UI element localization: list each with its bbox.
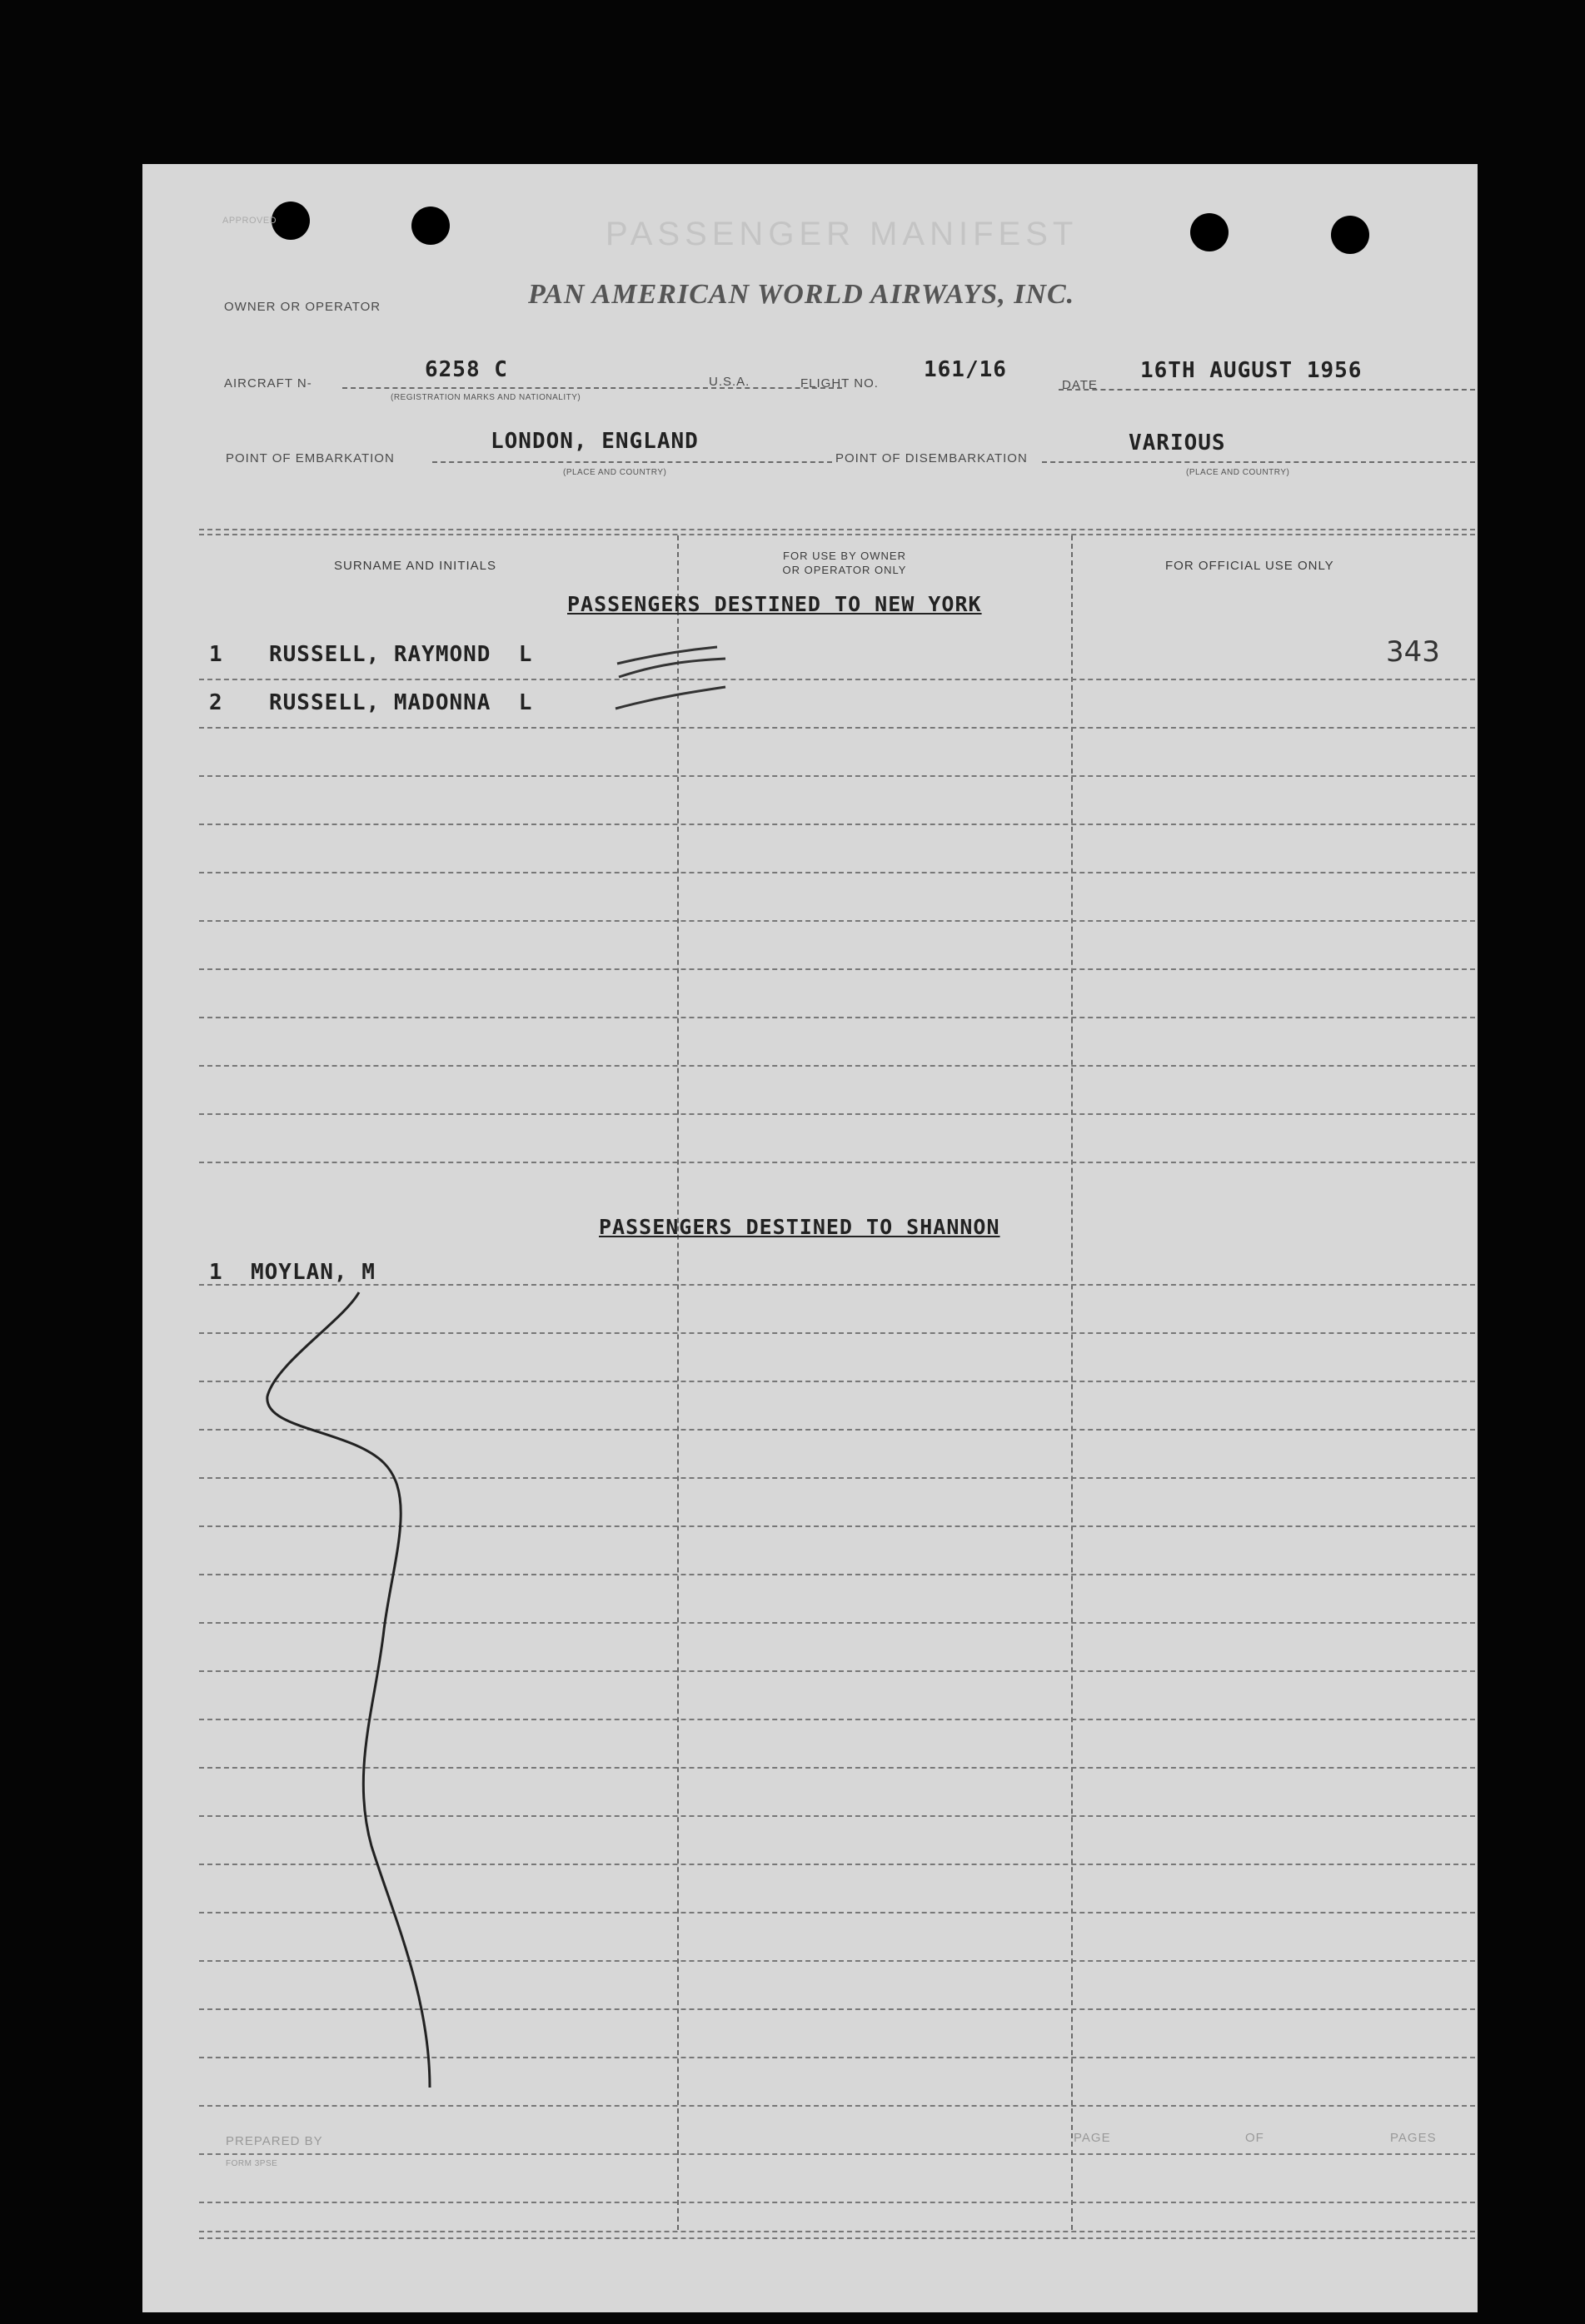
aircraft-label: AIRCRAFT N- [224, 376, 312, 391]
section-heading-shannon: PASSENGERS DESTINED TO SHANNON [599, 1215, 1000, 1239]
flight-date: 16TH AUGUST 1956 [1140, 358, 1363, 383]
of-label: OF [1245, 2131, 1264, 2145]
disembarkation-label: POINT OF DISEMBARKATION [835, 451, 1028, 465]
official-note: 343 [1386, 635, 1440, 669]
passenger-name: RUSSELL, RAYMOND L [269, 642, 533, 667]
column-header-name: SURNAME AND INITIALS [334, 559, 497, 573]
tick-mark [616, 687, 725, 709]
prepared-by-label: PREPARED BY [226, 2134, 323, 2148]
owner-label: OWNER OR OPERATOR [224, 300, 381, 314]
registration-sublabel: (REGISTRATION MARKS AND NATIONALITY) [391, 393, 581, 402]
tick-mark [619, 659, 725, 677]
column-header-owner-line2: OR OPERATOR ONLY [782, 564, 907, 576]
manifest-page [142, 164, 1478, 2312]
section-heading-new-york: PASSENGERS DESTINED TO NEW YORK [567, 592, 982, 616]
handwritten-marks [142, 164, 1478, 2312]
page-title: PASSENGER MANIFEST [606, 216, 1079, 252]
passenger-row-number: 2 [209, 690, 223, 715]
aircraft-registration: 6258 C [425, 357, 508, 382]
passenger-row-number: 1 [209, 1260, 223, 1285]
embarkation-label: POINT OF EMBARKATION [226, 451, 395, 465]
disembarkation-sublabel: (PLACE AND COUNTRY) [1186, 468, 1290, 477]
country-label: U.S.A. [709, 375, 750, 389]
disembarkation-place: VARIOUS [1129, 430, 1226, 455]
airline-name: PAN AMERICAN WORLD AIRWAYS, INC. [528, 279, 1075, 310]
passenger-name: RUSSELL, MADONNA L [269, 690, 533, 715]
embarkation-sublabel: (PLACE AND COUNTRY) [563, 468, 667, 477]
passenger-name: MOYLAN, M [251, 1260, 376, 1285]
page-label: PAGE [1074, 2131, 1111, 2145]
pages-label: PAGES [1390, 2131, 1437, 2145]
passenger-row-number: 1 [209, 642, 223, 667]
date-label: DATE [1062, 378, 1098, 392]
strike-line [267, 1292, 430, 2088]
column-header-owner-line1: FOR USE BY OWNER [783, 550, 906, 562]
approval-stamp: APPROVED [222, 216, 277, 226]
form-number: FORM 3PSE [226, 2159, 278, 2168]
embarkation-place: LONDON, ENGLAND [491, 429, 699, 454]
flight-number: 161/16 [924, 357, 1007, 382]
column-header-official: FOR OFFICIAL USE ONLY [1165, 559, 1334, 573]
flight-label: FLIGHT NO. [800, 376, 879, 391]
